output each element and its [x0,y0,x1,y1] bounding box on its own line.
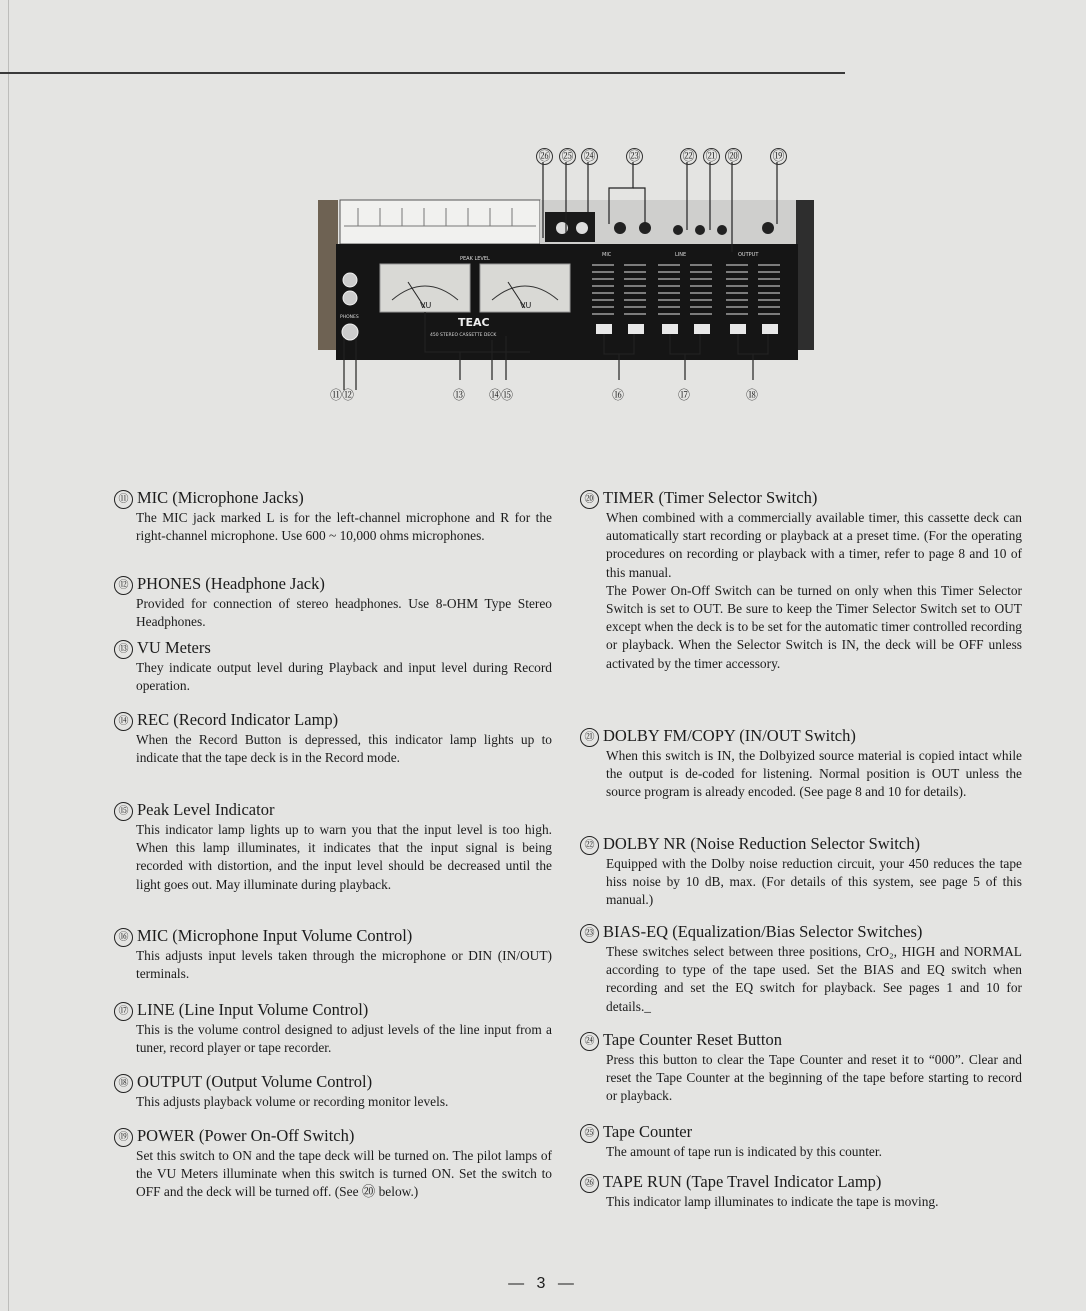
entry-number: ㉕ [580,1124,599,1143]
vu-left-label: VU [420,301,432,310]
entry-text: They indicate output level during Playback and input level during Record operation. [136,660,552,694]
top-rule [0,72,845,74]
entry-text-continued: The Power On-Off Switch can be turned on only when this Timer Selector Switch is set to OUT. Be sure to keep the Timer Selector Switch set to OUT except when the deck is to be set for the automatic timer controlled recording or playback. When the Selector Switch is IN, the deck will be OFF unless activated by the timer accessory. [606,582,1022,671]
entry-title: MIC (Microphone Jacks) [137,488,304,507]
entry-number: ⑭ [114,712,133,731]
entry-mic-volume [114,926,552,983]
entry-line-volume [114,1000,552,1057]
entry-vu-meters [114,638,552,695]
entry-title: POWER (Power On-Off Switch) [137,1126,355,1145]
entry-phones [114,574,552,631]
entry-output-volume [114,1072,552,1111]
entry-text: Set this switch to ON and the tape deck will be turned on. The pilot lamps of the VU Meters illuminate when this switch is turned ON. Set the switch to OFF and the deck will be turned off. (See ⑳ below.) [136,1148,552,1200]
entry-text: When the Record Button is depressed, this indicator lamp lights up to indicate that the tape deck is in the Record mode. [136,732,552,766]
entry-number: ⑱ [114,1074,133,1093]
entry-title: Peak Level Indicator [137,800,275,819]
callout-24: ㉔ [581,148,598,165]
entry-text: The amount of tape run is indicated by this counter. [606,1144,882,1159]
entry-title: OUTPUT (Output Volume Control) [137,1072,373,1091]
entry-number: ⑰ [114,1002,133,1021]
entry-number: ㉖ [580,1174,599,1193]
entry-title: REC (Record Indicator Lamp) [137,710,339,729]
entry-title: PHONES (Headphone Jack) [137,574,325,593]
entry-number: ⑳ [580,490,599,509]
entry-number: ㉓ [580,924,599,943]
entry-text: When this switch is IN, the Dolbyized source material is copied intact while the output is de-coded for listening. Normal position is OUT unless the source program is already encoded. (See page 8 and 10 for details). [606,748,1022,800]
entry-title: TIMER (Timer Selector Switch) [603,488,818,507]
entry-number: ⑫ [114,576,133,595]
entry-number: ⑮ [114,802,133,821]
entry-title: DOLBY NR (Noise Reduction Selector Switch) [603,834,920,853]
output-panel-label: OUTPUT [738,252,759,258]
callout-18: ⑱ [746,388,759,402]
entry-tape-counter [580,1122,1022,1161]
callout-22: ㉒ [680,148,697,165]
entry-mic-jacks [114,488,552,545]
callout-25: ㉕ [559,148,576,165]
entry-title: DOLBY FM/COPY (IN/OUT Switch) [603,726,856,745]
callout-20: ⑳ [725,148,742,165]
entry-number: ㉑ [580,728,599,747]
entry-number: ㉔ [580,1032,599,1051]
callout-19: ⑲ [770,148,787,165]
entry-number: ⑲ [114,1128,133,1147]
entry-text: Equipped with the Dolby noise reduction circuit, your 450 reduces the tape hiss noise by 10 dB, max. (For details of this system, see page 5 of this manual.) [606,856,1022,908]
entry-title: MIC (Microphone Input Volume Control) [137,926,413,945]
callout-14-15: ⑭⑮ [489,388,514,402]
callout-21: ㉑ [703,148,720,165]
entry-title: TAPE RUN (Tape Travel Indicator Lamp) [603,1172,882,1191]
entry-title: BIAS-EQ (Equalization/Bias Selector Switches) [603,922,923,941]
entry-timer [580,488,1022,673]
entry-dolby-nr [580,834,1022,910]
entry-text: This is the volume control designed to adjust levels of the line input from a tuner, record player or tape recorder. [136,1022,552,1056]
entry-text: This indicator lamp lights up to warn you that the input level is too high. When this lamp illuminates, it indicates that the input signal is being recorded with distortion, and the input level should be decreased until the light goes out. May illuminate during playback. [136,822,552,892]
entry-dolby-fm-copy [580,726,1022,802]
callout-16: ⑯ [612,388,625,402]
entry-tape-run [580,1172,1022,1211]
callout-11-12: ⑪⑫ [330,388,355,402]
callout-26: ㉖ [536,148,553,165]
entry-power [114,1126,552,1202]
entry-title: LINE (Line Input Volume Control) [137,1000,369,1019]
deck-front-panel-illustration [300,140,820,410]
entry-text: These switches select between three positions, CrO₂, HIGH and NORMAL according to type of the tape used. Set the BIAS and EQ switch when recording and set the EQ switch for playback. See pages 1 and 10 for details._ [606,944,1022,1014]
line-panel-label: LINE [675,252,687,258]
entry-text: This adjusts playback volume or recording monitor levels. [136,1094,449,1109]
phones-panel-label: PHONES [340,315,359,320]
entry-text: The MIC jack marked L is for the left-channel microphone and R for the right-channel microphone. Use 600 ~ 10,000 ohms microphones. [136,510,552,544]
model-label: 450 STEREO CASSETTE DECK [430,333,497,338]
page-binding-edge [8,0,9,1311]
vu-right-label: VU [520,301,532,310]
entry-number: ㉒ [580,836,599,855]
entry-title: Tape Counter Reset Button [603,1030,782,1049]
peak-level-label: PEAK LEVEL [460,256,490,262]
entry-rec-lamp [114,710,552,767]
mic-panel-label: MIC [602,252,612,258]
entry-number: ⑯ [114,928,133,947]
entry-title: VU Meters [137,638,211,657]
entry-text: Press this button to clear the Tape Counter and reset it to “000”. Clear and reset the Tape Counter at the beginning of the tape before starting to record or playback. [606,1052,1022,1104]
entry-bias-eq [580,922,1022,1016]
entry-title: Tape Counter [603,1122,693,1141]
callout-13: ⑬ [453,388,466,402]
callout-17: ⑰ [678,388,691,402]
entry-text: Provided for connection of stereo headphones. Use 8-OHM Type Stereo Headphones. [136,596,552,630]
entry-text: This indicator lamp illuminates to indicate the tape is moving. [606,1194,939,1209]
entry-counter-reset [580,1030,1022,1106]
entry-peak-level [114,800,552,894]
brand-label: TEAC [458,316,490,329]
page-number: — 3 — [508,1275,578,1292]
callout-23: ㉓ [626,148,643,165]
entry-text: When combined with a commercially available timer, this cassette deck can automatically start recording or playback at a preset time. (For the operating procedures on recording or playback with a timer, refer to page 8 and 10 of this manual. [606,510,1022,580]
entry-number: ⑪ [114,490,133,509]
entry-number: ⑬ [114,640,133,659]
entry-text: This adjusts input levels taken through the microphone or DIN (IN/OUT) terminals. [136,948,552,982]
